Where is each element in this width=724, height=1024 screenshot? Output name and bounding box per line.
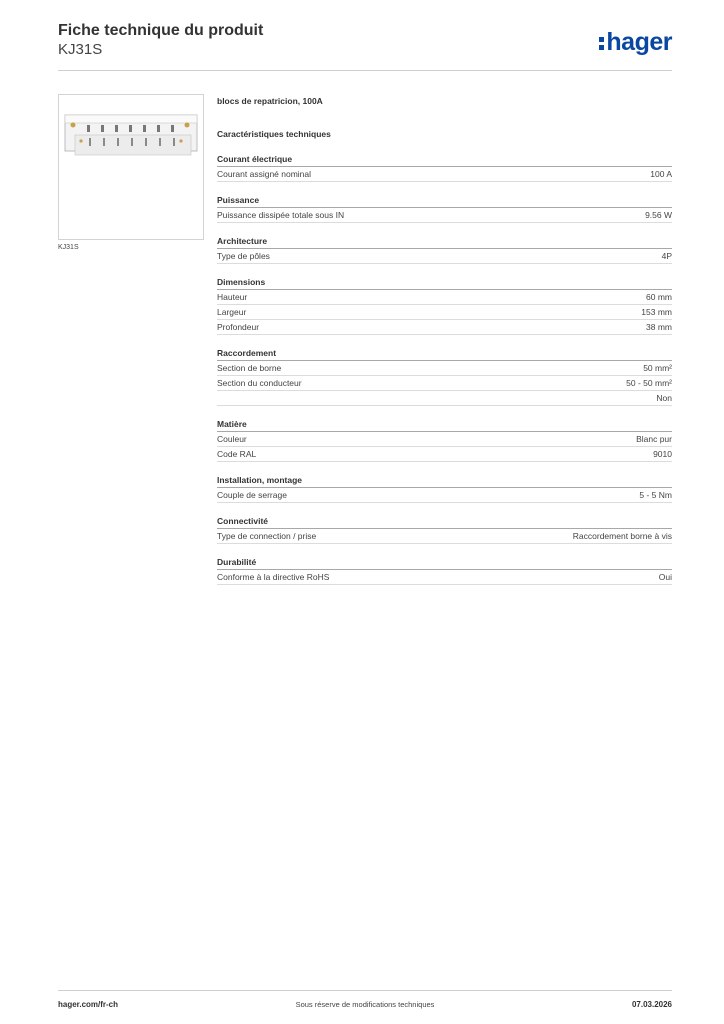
spec-value: 4P xyxy=(661,251,672,261)
spec-section xyxy=(217,347,672,406)
spec-label: Courant assigné nominal xyxy=(217,169,312,179)
spec-value: 50 mm² xyxy=(643,363,672,373)
spec-section xyxy=(217,556,672,585)
spec-section-title: Installation, montage xyxy=(217,474,672,488)
spec-section-title: Courant électrique xyxy=(217,153,672,167)
logo-text: hager xyxy=(606,28,672,56)
spec-label: Conforme à la directive RoHS xyxy=(217,572,330,582)
spec-value: Non xyxy=(656,393,672,403)
spec-label: Couple de serrage xyxy=(217,490,287,500)
spec-value: 60 mm xyxy=(646,292,672,302)
page-header xyxy=(58,20,672,71)
spec-row xyxy=(217,249,672,264)
spec-sections xyxy=(217,153,672,585)
footer-website: hager.com/fr-ch xyxy=(58,1000,119,1009)
spec-section-title: Puissance xyxy=(217,194,672,208)
spec-value: 100 A xyxy=(650,169,672,179)
spec-section xyxy=(217,194,672,223)
spec-row xyxy=(217,447,672,462)
photo-caption: KJ31S xyxy=(58,244,79,251)
spec-label: Code RAL xyxy=(217,449,257,459)
page-title: Fiche technique du produit xyxy=(58,22,264,39)
spec-label: Couleur xyxy=(217,434,247,444)
spec-section-title: Matière xyxy=(217,418,672,432)
spec-section xyxy=(217,418,672,462)
spec-row xyxy=(217,320,672,335)
spec-label: Puissance dissipée totale sous IN xyxy=(217,210,345,220)
spec-section xyxy=(217,474,672,503)
product-reference: KJ31S xyxy=(58,41,103,58)
spec-row xyxy=(217,361,672,376)
hager-logo xyxy=(599,28,672,57)
spec-value: 153 mm xyxy=(641,307,672,317)
product-description: blocs de repatricion, 100A xyxy=(217,96,323,106)
spec-row xyxy=(217,488,672,503)
spec-value: 38 mm xyxy=(646,322,672,332)
spec-section xyxy=(217,235,672,264)
spec-row xyxy=(217,167,672,182)
spec-label: Largeur xyxy=(217,307,247,317)
spec-row xyxy=(217,432,672,447)
spec-value: Oui xyxy=(658,572,672,582)
footer-date: 07.03.2026 xyxy=(631,1000,672,1009)
spec-label: Profondeur xyxy=(217,322,260,332)
spec-label: Section du conducteur xyxy=(217,378,302,388)
spec-value: Raccordement borne à vis xyxy=(572,531,672,541)
spec-section-title: Durabilité xyxy=(217,556,672,570)
spec-section-title: Raccordement xyxy=(217,347,672,361)
spec-section xyxy=(217,276,672,335)
spec-section-title: Architecture xyxy=(217,235,672,249)
spec-row xyxy=(217,391,672,406)
spec-label: Type de pôles xyxy=(217,251,270,261)
spec-value: 5 - 5 Nm xyxy=(639,490,672,500)
spec-value: Blanc pur xyxy=(636,434,672,444)
spec-value: 9010 xyxy=(653,449,672,459)
spec-label: Type de connection / prise xyxy=(217,531,317,541)
spec-row xyxy=(217,570,672,585)
spec-label: Section de borne xyxy=(217,363,282,373)
spec-value: 50 - 50 mm² xyxy=(626,378,672,388)
product-photo xyxy=(58,94,204,240)
spec-row xyxy=(217,290,672,305)
spec-section-title: Connectivité xyxy=(217,515,672,529)
spec-row xyxy=(217,208,672,223)
product-content xyxy=(217,94,672,585)
distribution-block-image xyxy=(59,95,203,239)
spec-section xyxy=(217,153,672,182)
spec-section-title: Dimensions xyxy=(217,276,672,290)
spec-value: 9.56 W xyxy=(645,210,672,220)
footer-notice: Sous réserve de modifications techniques xyxy=(295,1000,435,1009)
spec-row xyxy=(217,305,672,320)
spec-row xyxy=(217,529,672,544)
page-footer xyxy=(58,990,672,1017)
spec-row xyxy=(217,376,672,391)
specs-title: Caractéristiques techniques xyxy=(217,129,331,139)
spec-label: Hauteur xyxy=(217,292,248,302)
spec-section xyxy=(217,515,672,544)
